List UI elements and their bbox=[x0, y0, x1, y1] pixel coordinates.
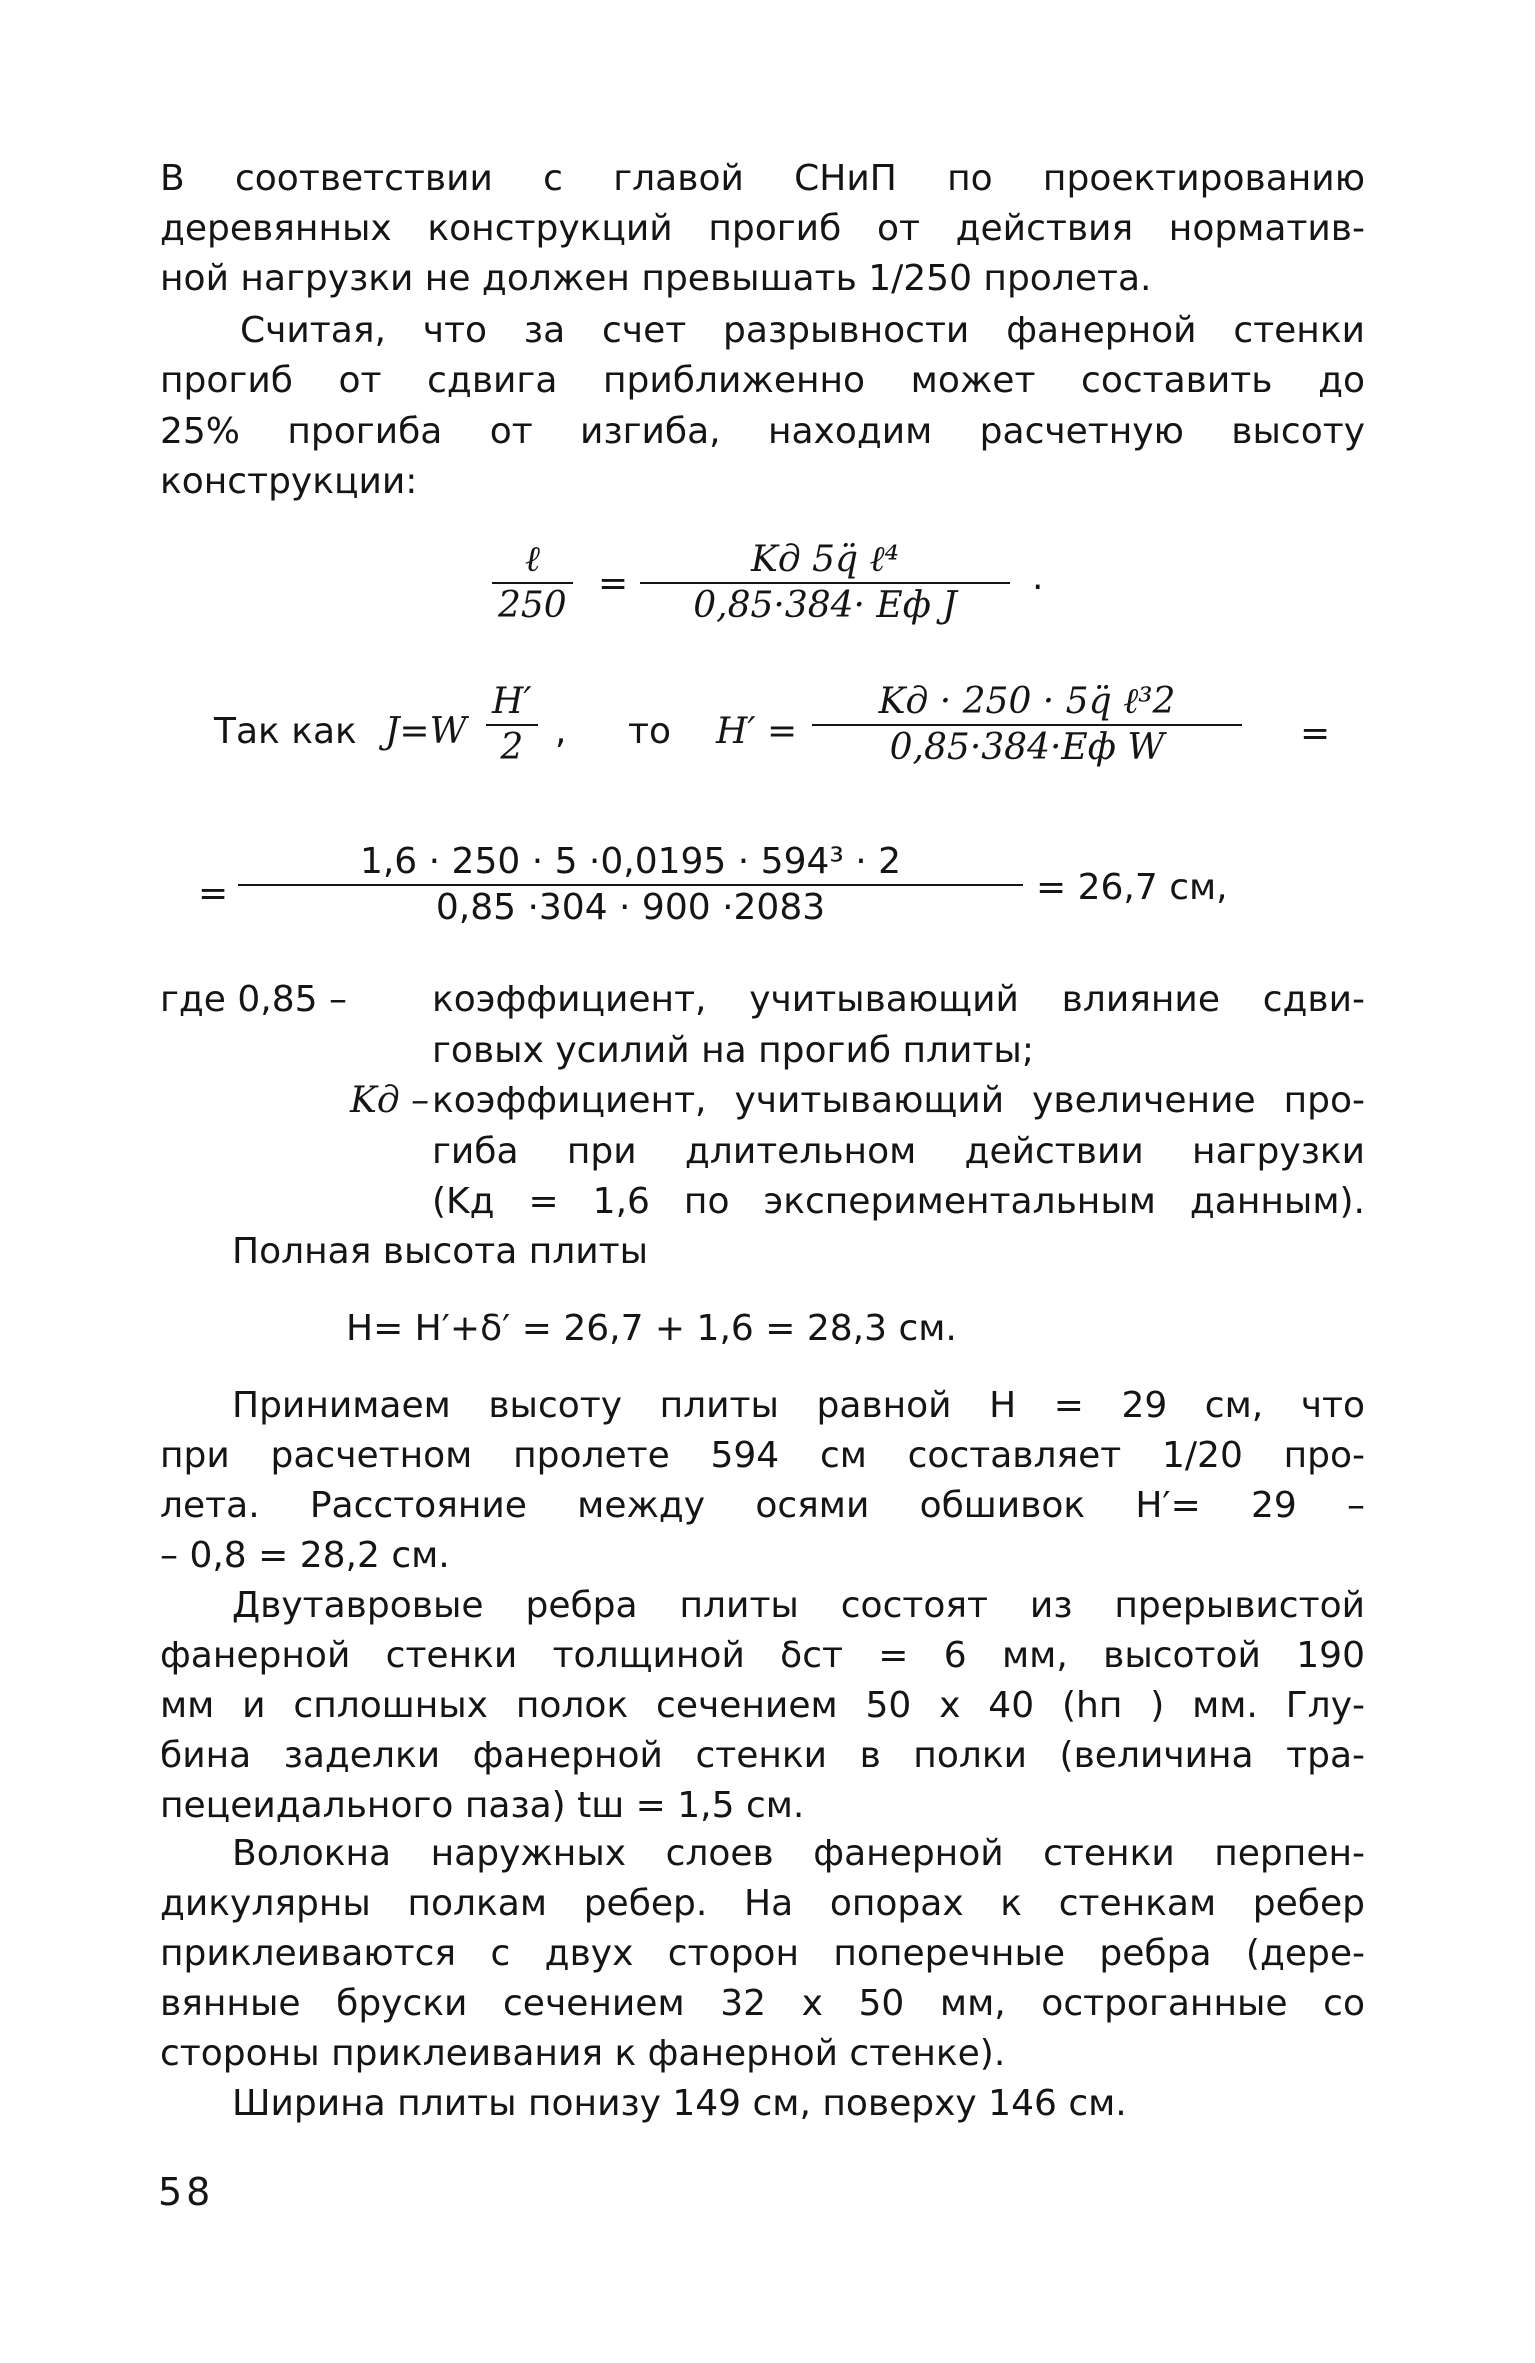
page-number: 58 bbox=[158, 2170, 215, 2214]
text-line: говых усилий на прогиб плиты; bbox=[432, 1030, 1034, 1071]
equals-sign: = bbox=[198, 873, 229, 914]
text-line: Принимаем высоту плиты равной H = 29 см, что bbox=[232, 1385, 1365, 1426]
text-line: Полная высота плиты bbox=[232, 1231, 649, 1272]
period: . bbox=[1032, 557, 1044, 598]
fraction-numerator: H′ bbox=[492, 681, 532, 722]
comma: , bbox=[555, 711, 567, 752]
text-line: деревянных конструкций прогиб от действия норматив- bbox=[160, 208, 1365, 249]
text-line: Двутавровые ребра плиты состоят из прерывистой bbox=[232, 1585, 1365, 1626]
text-line: приклеиваются с двух сторон поперечные ребра (дере- bbox=[160, 1933, 1365, 1974]
fraction-numerator: Kд 5q̈ ℓ⁴ bbox=[751, 539, 899, 580]
text-line: конструкции: bbox=[160, 461, 418, 502]
kd-symbol: Kд – bbox=[350, 1080, 430, 1121]
equation-4: H= H′+δ′ = 26,7 + 1,6 = 28,3 см. bbox=[346, 1308, 957, 1349]
text-line: стороны приклеивания к фанерной стенке). bbox=[160, 2033, 1006, 2074]
equation-3-fraction bbox=[238, 840, 1023, 930]
text-line: коэффициент, учитывающий влияние сдви- bbox=[432, 979, 1365, 1020]
text-line: при расчетном пролете 594 см составляет 1/20 про- bbox=[160, 1435, 1365, 1476]
equation-2-intro: Так как bbox=[214, 711, 357, 752]
text-line: лета. Расстояние между осями обшивок H′= 29 – bbox=[160, 1485, 1365, 1526]
text-line: – 0,8 = 28,2 см. bbox=[160, 1535, 450, 1576]
text-line: прогиб от сдвига приближенно может составить до bbox=[160, 360, 1365, 401]
equation-3-result: = 26,7 см, bbox=[1036, 867, 1228, 908]
text-line: (Kд = 1,6 по экспериментальным данным). bbox=[432, 1181, 1365, 1222]
word-to: то bbox=[628, 711, 671, 752]
text-line: Ширина плиты понизу 149 см, поверху 146 см. bbox=[232, 2083, 1127, 2124]
fraction-numerator: ℓ bbox=[524, 539, 540, 580]
text-line: бина заделки фанерной стенки в полки (величина тра- bbox=[160, 1735, 1365, 1776]
text-line: Волокна наружных слоев фанерной стенки перпен- bbox=[232, 1833, 1365, 1874]
fraction-numerator: Kд · 250 · 5q̈ ℓ³2 bbox=[878, 681, 1176, 722]
text-line: гиба при длительном действии нагрузки bbox=[432, 1131, 1365, 1172]
h-prime-expression: H′ = bbox=[716, 711, 798, 752]
fraction-denominator: 0,85 ·304 · 900 ·2083 bbox=[435, 887, 826, 928]
text-line: Считая, что за счет разрывности фанерной стенки bbox=[240, 310, 1365, 351]
where-lead: где 0,85 – bbox=[160, 979, 347, 1020]
text-line: дикулярны полкам ребер. На опорах к стенкам ребер bbox=[160, 1883, 1365, 1924]
text-line: В соответствии с главой СНиП по проектированию bbox=[160, 158, 1365, 199]
text-line: коэффициент, учитывающий увеличение про- bbox=[432, 1080, 1365, 1121]
j-expression: J=W bbox=[385, 711, 467, 752]
fraction-denominator: 2 bbox=[500, 727, 524, 768]
equation-1-rhs-fraction bbox=[640, 538, 1010, 628]
j-fraction bbox=[486, 680, 538, 770]
equation-2-fraction bbox=[812, 680, 1242, 770]
text-line: ной нагрузки не должен превышать 1/250 пролета. bbox=[160, 258, 1152, 299]
fraction-denominator: 0,85·384·Eф W bbox=[889, 727, 1165, 768]
equation-1-lhs-fraction bbox=[492, 538, 573, 628]
text-line: пецеидального паза) tш = 1,5 см. bbox=[160, 1785, 805, 1826]
fraction-numerator: 1,6 · 250 · 5 ·0,0195 · 594³ · 2 bbox=[359, 841, 902, 882]
fraction-denominator: 250 bbox=[498, 585, 567, 626]
text-line: мм и сплошных полок сечением 50 x 40 (hп ) мм. Глу- bbox=[160, 1685, 1365, 1726]
text-line: вянные бруски сечением 32 x 50 мм, остроганные со bbox=[160, 1983, 1365, 2024]
fraction-denominator: 0,85·384· Eф J bbox=[693, 585, 957, 626]
equals-sign: = bbox=[1300, 713, 1331, 754]
text-line: фанерной стенки толщиной δст = 6 мм, высотой 190 bbox=[160, 1635, 1365, 1676]
text-line: 25% прогиба от изгиба, находим расчетную высоту bbox=[160, 411, 1365, 452]
equals-sign: = bbox=[598, 563, 629, 604]
